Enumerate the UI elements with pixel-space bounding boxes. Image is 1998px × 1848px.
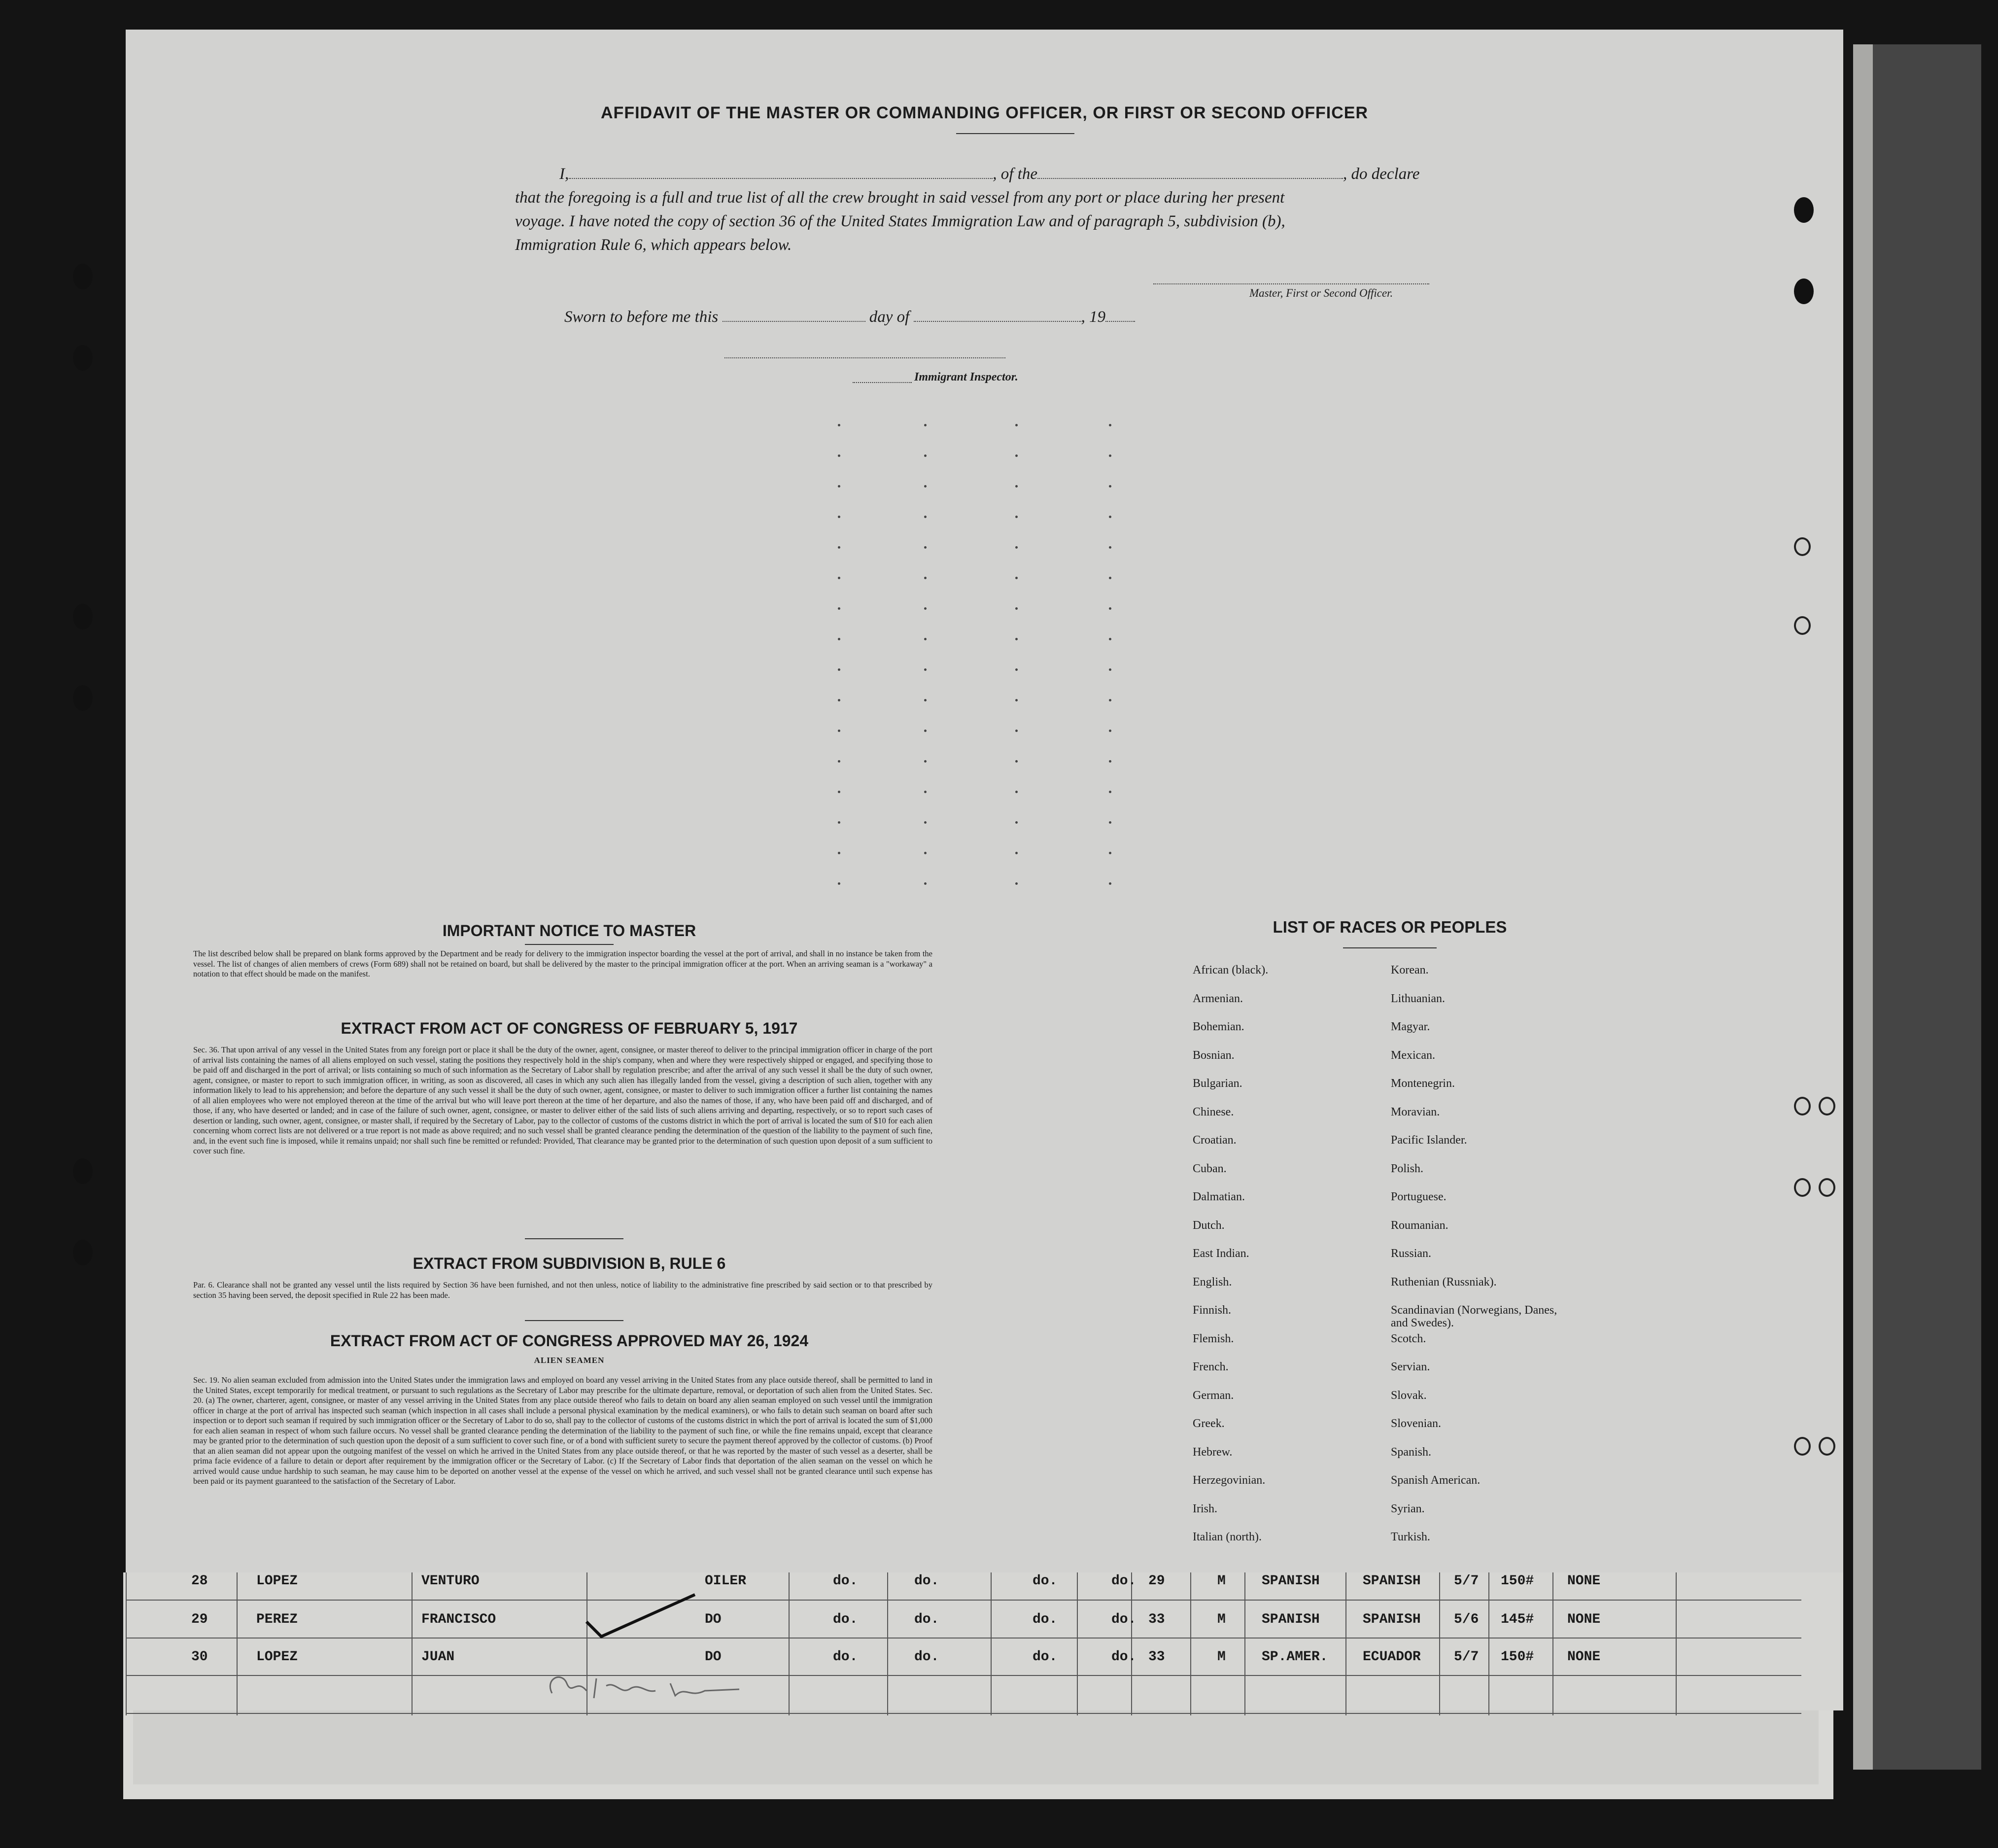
race-item: Bohemian. xyxy=(1193,1020,1244,1033)
race-item: Montenegrin. xyxy=(1391,1077,1455,1090)
inspector-short-line xyxy=(853,382,912,383)
faint-dot xyxy=(1015,607,1018,610)
crew-cell-no: 28 xyxy=(191,1573,208,1589)
faint-dot xyxy=(924,699,927,701)
race-item: English. xyxy=(1193,1275,1232,1289)
faint-dot xyxy=(924,577,927,579)
crew-cell-age: 33 xyxy=(1148,1649,1165,1665)
faint-dot xyxy=(924,668,927,671)
table-column-rule xyxy=(789,1572,790,1715)
race-item: Lithuanian. xyxy=(1391,992,1445,1005)
race-item: Spanish American. xyxy=(1391,1474,1481,1487)
crew-manifest-table xyxy=(126,1572,1843,1710)
ring-clip xyxy=(1794,1178,1811,1197)
faint-dot xyxy=(838,821,840,824)
affidavit-line2: that the foregoing is a full and true list of all the crew brought in said vessel from any port or place during her present xyxy=(515,189,1285,207)
page-stack-edge xyxy=(1853,44,1981,1770)
faint-dot xyxy=(1109,454,1111,457)
faint-dot xyxy=(1015,760,1018,763)
crew-cell-age: 33 xyxy=(1148,1612,1165,1627)
faint-dot xyxy=(1015,577,1018,579)
inspector-label: Immigrant Inspector. xyxy=(914,371,1018,384)
crew-cell-nationality: ECUADOR xyxy=(1363,1649,1421,1665)
handwritten-signature xyxy=(542,1669,764,1703)
extract-rule6-text: Par. 6. Clearance shall not be granted any vessel until the lists required by Section 36 have been furnished, and not then unless, notice of liability to the administrative fine prescribed by said section or to that prescribed by section 35 having been served, the deposit specified in Rule 22 has been made. xyxy=(193,1280,932,1300)
crew-cell-position: OILER xyxy=(705,1573,747,1589)
race-item: Servian. xyxy=(1391,1360,1430,1373)
crew-cell-race: SPANISH xyxy=(1262,1573,1320,1589)
faint-dot xyxy=(1109,882,1111,885)
crew-cell-c4: do. xyxy=(1111,1573,1137,1589)
crew-cell-surname: LOPEZ xyxy=(256,1573,298,1589)
race-item: Polish. xyxy=(1391,1162,1424,1175)
crew-cell-sex: M xyxy=(1217,1612,1226,1627)
crew-cell-marks: NONE xyxy=(1567,1573,1601,1589)
crew-cell-c2: do. xyxy=(914,1649,939,1665)
race-item: Magyar. xyxy=(1391,1020,1430,1033)
extract-rule6-title: EXTRACT FROM SUBDIVISION B, RULE 6 xyxy=(413,1255,726,1272)
race-item: Greek. xyxy=(1193,1417,1225,1430)
faint-dot xyxy=(838,607,840,610)
affidavit-line3: voyage. I have noted the copy of section 36 of the United States Immigration Law and of paragraph 5, subdivision (b), xyxy=(515,212,1285,230)
ring-clip xyxy=(1819,1437,1835,1456)
faint-dot xyxy=(1015,424,1018,426)
faint-dot xyxy=(924,485,927,488)
faint-dot xyxy=(1109,516,1111,518)
crew-cell-race: SP.AMER. xyxy=(1262,1649,1328,1665)
race-item: Pacific Islander. xyxy=(1391,1134,1467,1147)
punch-hole xyxy=(73,685,93,711)
crew-cell-height: 5/6 xyxy=(1454,1612,1479,1627)
race-item: Armenian. xyxy=(1193,992,1243,1005)
faint-dot xyxy=(838,546,840,549)
faint-dot xyxy=(1015,852,1018,854)
extract-1924-text: Sec. 19. No alien seaman excluded from admission into the United States under the immigration laws and employed on board any vessel arriving in the United States from any place outside thereof, shall be permitted to land in the United States, except temporarily for medical treatment, or pursuant to such regulations as the Secretary of Labor may prescribe for the ultimate departure, removal, or deportation of such alien from the United States. Sec. 20. (a) The owner, charterer, agent, consignee, or master of any vessel arriving in the United States from any place outside thereof who fails to detain on board any alien seaman employed on such vessel until the immigration officer in charge at the port of arrival has inspected such seaman (which inspection in all cases shall include a personal physical examination by the medical examiners), or who fails to detain such seaman on board after such inspection or to deport such seaman if required by such immigration officer or the Secretary of Labor to do so, shall pay to the collector of customs of the customs district in which the port of arrival is located the sum of $1,000 for each alien seaman in respect of whom such failure occurs. No vessel shall be granted clearance pending the determination of the liability to the payment of such fine, or while the fine remains unpaid, except that clearance may be granted prior to the determination of such question upon the deposit of a sum sufficient to cover such fine, or of a bond with sufficient surety to secure the payment thereof approved by the collector of customs. (b) Proof that an alien seaman did not appear upon the outgoing manifest of the vessel on which he arrived in the United States from any place outside thereof, or that he was reported by the master of such vessel as a deserter, shall be prima facie evidence of a failure to detain or deport after requirement by the immigration officer or the Secretary of Labor. (c) If the Secretary of Labor finds that deportation of the alien seaman on the vessel on which he arrived would cause undue hardship to such seaman, he may cause him to be deported on another vessel at the expense of the vessel on which he arrived, and such vessel shall not be granted clearance until such expense has been paid or its payment guaranteed to the satisfaction of the Secretary of Labor. xyxy=(193,1375,932,1486)
race-item: Roumanian. xyxy=(1391,1219,1448,1232)
crew-cell-no: 29 xyxy=(191,1612,208,1627)
table-column-rule xyxy=(1488,1572,1489,1715)
title-rule xyxy=(956,133,1074,134)
faint-dot xyxy=(924,424,927,426)
faint-dot xyxy=(1109,791,1111,793)
faint-dot xyxy=(838,516,840,518)
crew-cell-c4: do. xyxy=(1111,1649,1137,1665)
faint-dot xyxy=(1015,730,1018,732)
table-column-rule xyxy=(1131,1572,1132,1715)
master-label: Master, First or Second Officer. xyxy=(1249,287,1393,299)
faint-dot xyxy=(924,791,927,793)
crew-cell-weight: 150# xyxy=(1501,1649,1534,1665)
faint-dot xyxy=(838,730,840,732)
extract-1924-title: EXTRACT FROM ACT OF CONGRESS APPROVED MAY 26, 1924 xyxy=(330,1332,809,1350)
crew-cell-given: JUAN xyxy=(421,1649,455,1665)
race-item: Irish. xyxy=(1193,1502,1217,1515)
ring-clip xyxy=(1794,616,1811,635)
faint-dot xyxy=(838,791,840,793)
table-column-rule xyxy=(1190,1572,1191,1715)
faint-dot xyxy=(838,424,840,426)
faint-dot xyxy=(1015,668,1018,671)
race-item: Mexican. xyxy=(1391,1048,1435,1062)
faint-dot xyxy=(1015,699,1018,701)
crew-cell-given: FRANCISCO xyxy=(421,1612,496,1627)
faint-dot xyxy=(924,546,927,549)
crew-cell-height: 5/7 xyxy=(1454,1649,1479,1665)
race-item: Scotch. xyxy=(1391,1332,1426,1345)
crew-cell-surname: PEREZ xyxy=(256,1612,298,1627)
faint-dot xyxy=(1109,485,1111,488)
races-rule xyxy=(1343,947,1437,948)
faint-dot xyxy=(838,577,840,579)
faint-dot xyxy=(924,730,927,732)
table-column-rule xyxy=(412,1572,413,1715)
master-signature-line xyxy=(1153,283,1429,284)
race-item: Slovenian. xyxy=(1391,1417,1441,1430)
affidavit-line4: Immigration Rule 6, which appears below. xyxy=(515,236,792,254)
table-column-rule xyxy=(1552,1572,1553,1715)
race-item: East Indian. xyxy=(1193,1247,1249,1260)
sworn-line: Sworn to before me this day of , 19 xyxy=(564,306,1254,329)
race-item: Bulgarian. xyxy=(1193,1077,1242,1090)
race-item: Slovak. xyxy=(1391,1389,1427,1402)
extract-rule xyxy=(525,1320,623,1321)
affidavit-line1: I, , of the , do declare xyxy=(559,165,1420,183)
faint-dot xyxy=(924,852,927,854)
extract-1924-subtitle: ALIEN SEAMEN xyxy=(534,1356,605,1365)
crew-cell-c2: do. xyxy=(914,1612,939,1627)
faint-dot xyxy=(1109,852,1111,854)
race-item: Korean. xyxy=(1391,964,1429,976)
faint-dot xyxy=(1015,638,1018,640)
table-row-rule xyxy=(126,1713,1801,1714)
races-title: LIST OF RACES OR PEOPLES xyxy=(1273,918,1507,936)
crew-cell-c4: do. xyxy=(1111,1612,1137,1627)
notice-rule xyxy=(525,944,614,945)
crew-cell-nationality: SPANISH xyxy=(1363,1573,1421,1589)
crew-cell-age: 29 xyxy=(1148,1573,1165,1589)
punch-hole xyxy=(73,604,93,629)
affidavit-title: AFFIDAVIT OF THE MASTER OR COMMANDING OFFICER, OR FIRST OR SECOND OFFICER xyxy=(601,104,1368,122)
table-column-rule xyxy=(1345,1572,1346,1715)
crew-cell-c3: do. xyxy=(1033,1649,1058,1665)
faint-dot xyxy=(924,821,927,824)
inspector-line xyxy=(724,357,1005,358)
table-column-rule xyxy=(237,1572,238,1715)
crew-cell-no: 30 xyxy=(191,1649,208,1665)
crew-cell-position: DO xyxy=(705,1612,722,1627)
race-item: Portuguese. xyxy=(1391,1190,1447,1203)
faint-dot xyxy=(838,638,840,640)
race-item: Croatian. xyxy=(1193,1134,1237,1147)
race-item: Bosnian. xyxy=(1193,1048,1235,1062)
faint-dot xyxy=(838,485,840,488)
ring-clip xyxy=(1794,1437,1811,1456)
faint-dot xyxy=(1109,699,1111,701)
faint-dot xyxy=(1109,424,1111,426)
race-item: Herzegovinian. xyxy=(1193,1474,1266,1487)
crew-cell-c1: do. xyxy=(833,1573,858,1589)
race-item: German. xyxy=(1193,1389,1234,1402)
crew-cell-marks: NONE xyxy=(1567,1612,1601,1627)
punch-hole xyxy=(73,264,93,289)
crew-cell-c3: do. xyxy=(1033,1612,1058,1627)
crew-cell-c3: do. xyxy=(1033,1573,1058,1589)
faint-dot xyxy=(1015,516,1018,518)
table-column-rule xyxy=(1077,1572,1078,1715)
race-item: Dalmatian. xyxy=(1193,1190,1245,1203)
faint-dot xyxy=(1109,730,1111,732)
faint-dot xyxy=(1015,454,1018,457)
faint-dot xyxy=(924,454,927,457)
race-item: French. xyxy=(1193,1360,1229,1373)
race-item: Cuban. xyxy=(1193,1162,1227,1175)
table-column-rule xyxy=(1244,1572,1245,1715)
faint-dot xyxy=(1109,668,1111,671)
notice-title: IMPORTANT NOTICE TO MASTER xyxy=(442,922,696,940)
faint-dot xyxy=(1109,607,1111,610)
faint-dot xyxy=(838,882,840,885)
faint-dot xyxy=(1109,821,1111,824)
punch-hole xyxy=(1794,279,1814,304)
ring-clip xyxy=(1819,1097,1835,1116)
race-item: Syrian. xyxy=(1391,1502,1425,1515)
table-column-rule xyxy=(1439,1572,1440,1715)
table-row-rule xyxy=(126,1638,1801,1639)
table-column-rule xyxy=(126,1572,127,1715)
faint-dot xyxy=(924,516,927,518)
crew-cell-weight: 150# xyxy=(1501,1573,1534,1589)
faint-dot xyxy=(924,638,927,640)
notice-text: The list described below shall be prepared on blank forms approved by the Department and be ready for delivery to the immigration inspector boarding the vessel at the port of arrival, and shall in no instance be taken from the vessel. The list of changes of alien members of crews (Form 689) shall not be retained on board, but shall be delivered by the master to the principal immigration officer at the port. When an arriving seaman is a "workaway" a notation to that effect should be made on the manifest. xyxy=(193,949,932,978)
faint-dot xyxy=(838,699,840,701)
faint-dot xyxy=(1015,882,1018,885)
crew-cell-nationality: SPANISH xyxy=(1363,1612,1421,1627)
crew-cell-c1: do. xyxy=(833,1649,858,1665)
faint-dot xyxy=(1109,577,1111,579)
faint-dot xyxy=(1109,760,1111,763)
race-item: Scandinavian (Norwegians, Danes, and Swedes). xyxy=(1391,1304,1557,1329)
ring-clip xyxy=(1819,1178,1835,1197)
race-item: Hebrew. xyxy=(1193,1445,1233,1459)
race-item: Ruthenian (Russniak). xyxy=(1391,1275,1497,1289)
faint-dot xyxy=(1015,485,1018,488)
table-row-rule xyxy=(126,1600,1801,1601)
check-mark xyxy=(582,1592,700,1641)
crew-cell-race: SPANISH xyxy=(1262,1612,1320,1627)
crew-cell-c1: do. xyxy=(833,1612,858,1627)
crew-cell-marks: NONE xyxy=(1567,1649,1601,1665)
faint-dot xyxy=(924,882,927,885)
crew-cell-weight: 145# xyxy=(1501,1612,1534,1627)
crew-cell-position: DO xyxy=(705,1649,722,1665)
crew-cell-sex: M xyxy=(1217,1573,1226,1589)
underlying-sheet-lower xyxy=(133,1710,1819,1784)
extract-rule xyxy=(525,1238,623,1239)
crew-cell-surname: LOPEZ xyxy=(256,1649,298,1665)
crew-cell-c2: do. xyxy=(914,1573,939,1589)
faint-dot xyxy=(1109,546,1111,549)
faint-dot xyxy=(838,454,840,457)
table-column-rule xyxy=(991,1572,992,1715)
ring-clip xyxy=(1794,537,1811,556)
punch-hole xyxy=(73,1240,93,1265)
faint-dot xyxy=(1015,791,1018,793)
table-row-rule xyxy=(126,1675,1801,1676)
race-item: Dutch. xyxy=(1193,1219,1225,1232)
table-column-rule xyxy=(887,1572,888,1715)
race-item: Spanish. xyxy=(1391,1445,1432,1459)
punch-hole xyxy=(73,1158,93,1184)
table-column-rule xyxy=(1676,1572,1677,1715)
race-item: Turkish. xyxy=(1391,1531,1430,1543)
faint-dot xyxy=(838,852,840,854)
race-item: Finnish. xyxy=(1193,1304,1232,1317)
crew-cell-sex: M xyxy=(1217,1649,1226,1665)
faint-dot xyxy=(924,607,927,610)
race-item: Russian. xyxy=(1391,1247,1432,1260)
ring-clip xyxy=(1794,1097,1811,1116)
extract-1917-text: Sec. 36. That upon arrival of any vessel in the United States from any foreign port or place it shall be the duty of the owner, agent, consignee, or master thereof to deliver to the principal immigration officer in charge of the port of arrival lists containing the names of all aliens employed on such vessel, stating the positions they respectively hold in the ship's company, when and where they were respectively shipped or engaged, and specifying those to be paid off and discharged in the port of arrival; or lists containing so much of such information as the Secretary of Labor shall by regulation prescribe; and after the arrival of any such vessel it shall be the duty of such owner, agent, consignee, or master to report to such immigration officer, in writing, as soon as discovered, all cases in which any such alien has illegally landed from the vessel, giving a description of such alien, together with any information likely to lead to his apprehension; and before the departure of any such vessel it shall be the duty of such owner, agent, consignee, or master to deliver to such immigration officer a further list containing the names of all alien employees who were not employed thereon at the time of the arrival but who will leave port thereon at the time of her departure, and also the names of those, if any, who have been paid off and discharged, and of those, if any, who have deserted or landed; and in case of the failure of such owner, agent, consignee, or master to deliver either of the said lists of such aliens arriving and departing, respectively, or so to report such cases of desertion or landing, such owner, agent, consignee, or master shall, if required by the Secretary of Labor, pay to the collector of customs of the customs district in which the port of arrival is located the sum of $10 for each alien concerning whom correct lists are not delivered or a true report is not made as above required; and no such vessel shall be granted clearance pending the determination of the question of the liability to the payment of such fine, and, in the event such fine is imposed, while it remains unpaid; nor shall such fine be remitted or refunded: Provided, That clearance may be granted prior to the determination of such question upon deposit of a sum sufficient to cover such fine. xyxy=(193,1045,932,1155)
extract-1917-title: EXTRACT FROM ACT OF CONGRESS OF FEBRUARY 5, 1917 xyxy=(341,1019,798,1037)
faint-dot xyxy=(1015,546,1018,549)
race-item: Italian (north). xyxy=(1193,1531,1262,1543)
faint-dot xyxy=(924,760,927,763)
race-item: African (black). xyxy=(1193,964,1269,976)
faint-dot xyxy=(838,760,840,763)
race-item: Flemish. xyxy=(1193,1332,1234,1345)
faint-dot xyxy=(1109,638,1111,640)
punch-hole xyxy=(73,345,93,371)
crew-cell-given: VENTURO xyxy=(421,1573,480,1589)
race-item: Moravian. xyxy=(1391,1105,1440,1118)
faint-dot xyxy=(1015,821,1018,824)
race-item: Chinese. xyxy=(1193,1105,1234,1118)
faint-dot xyxy=(838,668,840,671)
crew-cell-height: 5/7 xyxy=(1454,1573,1479,1589)
